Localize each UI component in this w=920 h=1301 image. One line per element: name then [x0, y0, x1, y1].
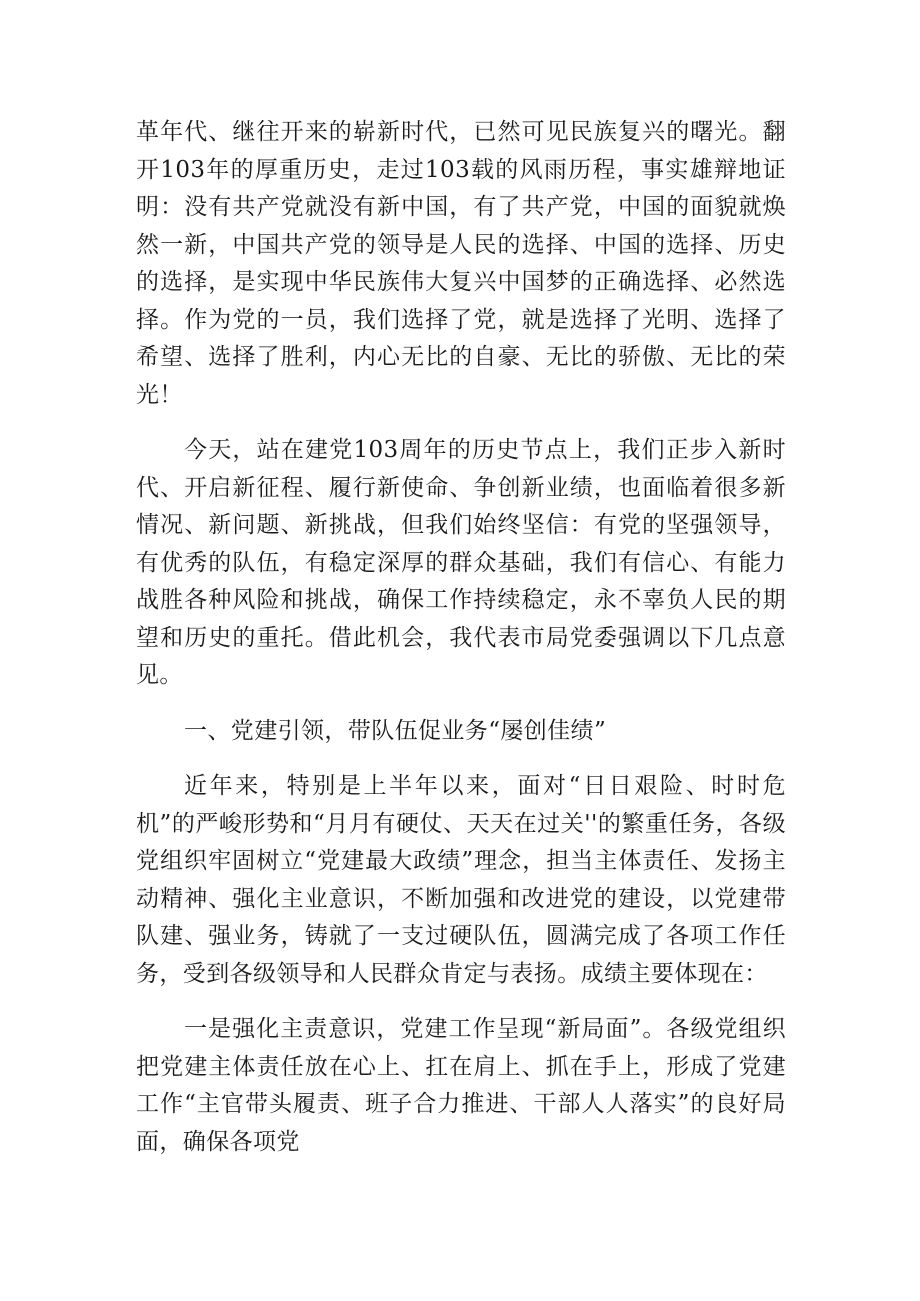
document-body — [136, 114, 786, 1179]
section-heading-1: 一、党建引领，带队伍促业务“屡创佳绩” — [184, 717, 607, 744]
paragraph-continuation: 革年代、继往开来的崭新时代，已然可见民族复兴的曙光。翻开103年的厚重历史，走过103载的风雨历程，事实雄辩地证明：没有共产党就没有新中国，有了共产党，中国的面貌就焕然一新，中国共产党的领导是人民的选择、中国的选择、历史的选择，是实现中华民族伟大复兴中国梦的正确选择、必然选择。作为党的一员，我们选择了党，就是选择了光明、选择了希望、选择了胜利，内心无比的自豪、无比的骄傲、无比的荣光！ — [136, 119, 786, 408]
paragraph-today: 今天，站在建党103周年的历史节点上，我们正步入新时代、开启新征程、履行新使命、争创新业绩，也面临着很多新情况、新问题、新挑战，但我们始终坚信：有党的坚强领导，有优秀的队伍，有稳定深厚的群众基础，我们有信心、有能力战胜各种风险和挑战，确保工作持续稳定，永不辜负人民的期望和历史的重托。借此机会，我代表市局党委强调以下几点意见。 — [136, 437, 786, 688]
paragraph-point-one: 一是强化主责意识，党建工作呈现“新局面”。各级党组织把党建主体责任放在心上、扛在肩上、抓在手上，形成了党建工作“主官带头履责、班子合力推进、干部人人落实”的良好局面，确保各项党 — [136, 1016, 786, 1155]
paragraph-recent-years: 近年来，特别是上半年以来，面对“日日艰险、时时危机”的严峻形势和“月月有硬仗、天天在过关''的繁重任务，各级党组织牢固树立“党建最大政绩”理念，担当主体责任、发扬主动精神、强化主业意识，不断加强和改进党的建设，以党建带队建、强业务，铸就了一支过硬队伍，圆满完成了各项工作任务，受到各级领导和人民群众肯定与表扬。成绩主要体现在： — [136, 773, 786, 987]
